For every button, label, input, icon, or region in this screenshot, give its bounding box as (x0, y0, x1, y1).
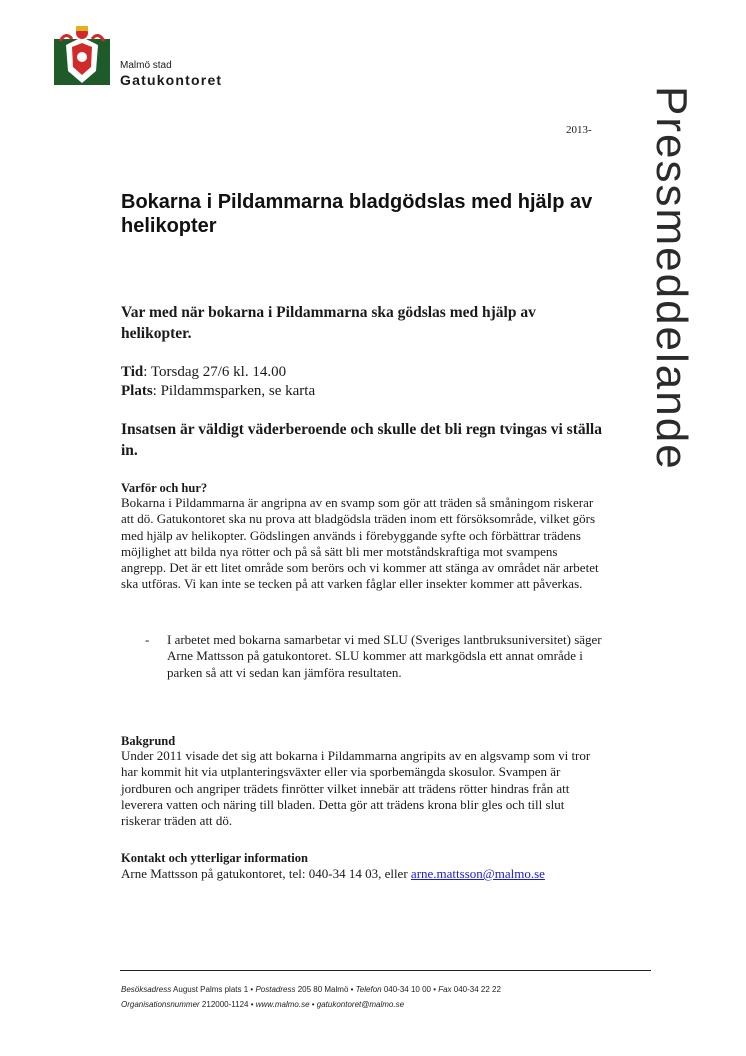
footer-web: www.malmo.se (255, 1000, 310, 1009)
section-heading-background: Bakgrund (121, 734, 176, 748)
contact-text: Arne Mattsson på gatukontoret, tel: 040-34 14 03, eller (121, 866, 411, 881)
event-time (121, 362, 286, 382)
document-date: 2013- (566, 124, 592, 136)
event-time-value: : Torsdag 27/6 kl. 14.00 (143, 364, 287, 380)
malmo-coat-of-arms-icon (52, 23, 112, 87)
footer-org-line (121, 1000, 404, 1009)
footer-visit-label: Besöksadress (121, 985, 172, 994)
footer-org-value: 212000-1124 • (199, 1000, 256, 1009)
footer-mail: gatukontoret@malmo.se (316, 1000, 405, 1009)
footer-divider (120, 970, 651, 971)
contact-email-link[interactable]: arne.mattsson@malmo.se (410, 866, 545, 881)
footer-address-line (121, 985, 501, 994)
org-name: Gatukontoret (120, 72, 223, 88)
footer-visit-value: August Palms plats 1 • (171, 985, 256, 994)
section-body-why: Bokarna i Pildammarna är angripna av en svamp som gör att träden så småningom riskerar att dö. Gatukontoret ska nu prova att bladgödsla träden inom ett försöksområde, vilket görs med hjälp av helikopter. Gödslingen används i förebyggande syfte och förbättrar trädens möjlighet att bilda nya rötter och på så sätt bli mer motståndskraftiga mot svampens angrepp. Det är ett litet område som berörs och vi kommer att stänga av området när arbetet ska utföras. Vi kan inte se tecken på att varken fåglar eller insekter kommer att påverkas. (121, 495, 599, 592)
event-place-label: Plats (121, 383, 153, 399)
footer-phone-value: 040-34 10 00 • (381, 985, 439, 994)
contact-line (121, 866, 545, 882)
footer-sep: • (309, 1000, 317, 1009)
footer-phone-label: Telefon (355, 985, 382, 994)
event-place-value: : Pildammsparken, se karta (152, 383, 316, 399)
weather-notice: Insatsen är väldigt väderberoende och skulle det bli regn tvingas vi ställa in. (121, 421, 602, 459)
section-heading-contact: Kontakt och ytterligar information (121, 851, 308, 865)
footer-post-label: Postadress (255, 985, 296, 994)
org-name-small: Malmö stad (120, 60, 172, 71)
press-release-label (641, 86, 701, 526)
bullet-dash: - (145, 632, 150, 647)
page-title: Bokarna i Pildammarna bladgödslas med hjälp av helikopter (121, 191, 593, 237)
footer-post-value: 205 80 Malmö • (295, 985, 356, 994)
event-time-label: Tid (121, 364, 144, 380)
press-release-label-text: Pressmeddelande (647, 86, 696, 471)
event-place (121, 381, 315, 401)
lead-paragraph: Var med när bokarna i Pildammarna ska gödslas med hjälp av helikopter. (121, 304, 536, 342)
footer-fax-value: 040-34 22 22 (451, 985, 501, 994)
footer-fax-label: Fax (438, 985, 452, 994)
bullet-text: I arbetet med bokarna samarbetar vi med SLU (Sveriges lantbruksuniversitet) säger Arne Mattsson på gatukontoret. SLU kommer att markgödsla ett annat område i parken så att vi sedan kan jämföra resultaten. (167, 632, 602, 680)
section-heading-why: Varför och hur? (121, 481, 208, 495)
section-body-background: Under 2011 visade det sig att bokarna i Pildammarna angripits av en algsvamp som vi tror har kommit hit via utplanteringsväxter eller via sporbemängda skosulor. Svampen är jordburen och angriper trädets finrötter vilket innebär att trädens rötter hindras från att leverera vatten och näring till bladen. Detta gör att trädens krona blir gles och till slut riskerar träden att dö. (121, 748, 591, 829)
footer-org-label: Organisationsnummer (121, 1000, 200, 1009)
